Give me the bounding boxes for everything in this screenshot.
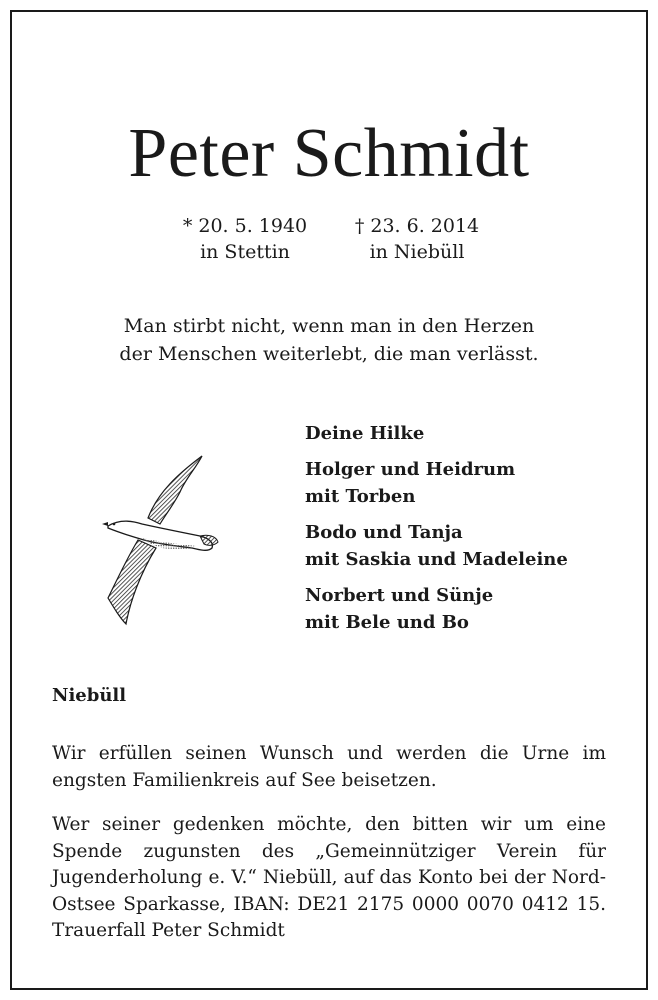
mourner-group — [305, 456, 568, 510]
seagull-icon — [100, 452, 220, 628]
deceased-name: Peter Schmidt — [128, 115, 530, 192]
mourners-list — [305, 420, 568, 645]
mourner-group — [305, 420, 568, 447]
motto-line: Man stirbt nicht, wenn man in den Herzen — [123, 315, 535, 337]
mourner-line: mit Torben — [305, 486, 416, 507]
mourner-line: mit Saskia und Madeleine — [305, 549, 568, 570]
death-place: in Niebüll — [369, 241, 465, 263]
birth-info — [165, 213, 325, 265]
mourner-line: mit Bele und Bo — [305, 612, 469, 633]
mourner-line: Deine Hilke — [305, 423, 425, 444]
motto-quote — [0, 312, 658, 368]
birth-place: in Stettin — [200, 241, 290, 263]
mourner-group — [305, 582, 568, 636]
motto-line: der Menschen weiterlebt, die man verlässt. — [119, 343, 539, 365]
birth-date: * 20. 5. 1940 — [182, 215, 308, 237]
death-info — [337, 213, 497, 265]
mourner-line: Bodo und Tanja — [305, 522, 463, 543]
mourner-line: Holger und Heidrum — [305, 459, 516, 480]
donation-paragraph: Wer seiner gedenken möchte, den bitten wir um eine Spende zugunsten des „Gemeinnütziger Verein für Jugenderholung e. V.“ Niebüll, auf das Konto bei der Nord-Ostsee Sparkasse, IBAN: DE21 2175 0000 0070 0412 15. Trauerfall Peter Schmidt — [52, 814, 606, 941]
funeral-wish-paragraph: Wir erfüllen seinen Wunsch und werden die Urne im engsten Familienkreis auf See beisetzen. — [52, 743, 606, 791]
location-label: Niebüll — [52, 685, 127, 706]
death-date: † 23. 6. 2014 — [354, 215, 480, 237]
mourner-line: Norbert und Sünje — [305, 585, 494, 606]
mourner-group — [305, 519, 568, 573]
